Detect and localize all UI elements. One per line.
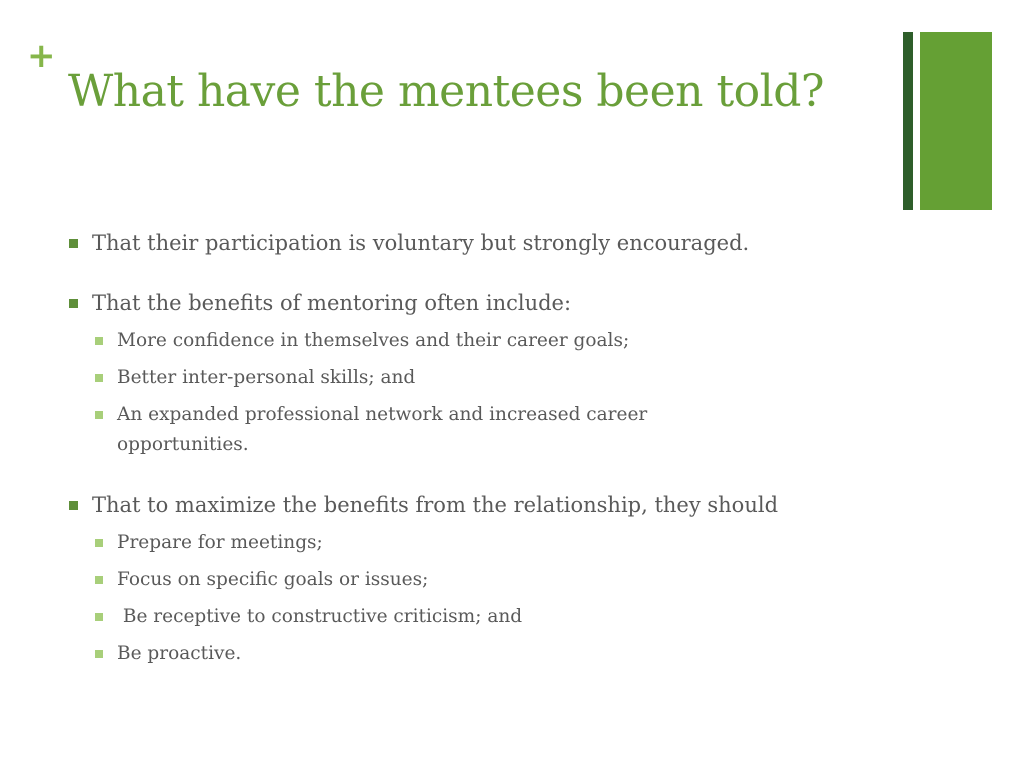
square-sub-bullet-icon [95, 337, 103, 345]
plus-icon: + [27, 36, 56, 76]
sub-bullet-text: More confidence in themselves and their career goals; [117, 330, 630, 351]
sub-bullet-text: Prepare for meetings; [117, 532, 323, 553]
sub-bullet-text: An expanded professional network and increased career opportunities. [117, 404, 648, 455]
square-sub-bullet-icon [95, 374, 103, 382]
square-sub-bullet-icon [95, 650, 103, 658]
accent-bar-dark [903, 32, 913, 210]
sub-bullet-text: Focus on specific goals or issues; [117, 569, 429, 590]
sub-bullet-list [92, 528, 928, 669]
bullet-item [68, 228, 928, 258]
square-bullet-icon [69, 501, 78, 510]
sub-bullet-text: Be receptive to constructive criticism; and [117, 606, 523, 627]
square-bullet-icon [69, 239, 78, 248]
sub-bullet-text: Better inter-personal skills; and [117, 367, 416, 388]
bullet-list [68, 228, 928, 699]
sub-bullet-item [92, 565, 928, 595]
slide-title: What have the mentees been told? [68, 66, 824, 117]
bullet-item [68, 288, 928, 460]
sub-bullet-text: Be proactive. [117, 643, 242, 664]
sub-bullet-item [92, 326, 928, 356]
sub-bullet-item [92, 400, 928, 460]
bullet-item [68, 490, 928, 669]
sub-bullet-item [92, 602, 928, 632]
bullet-text: That the benefits of mentoring often include: [92, 291, 572, 315]
accent-bar-light [920, 32, 992, 210]
sub-bullet-item [92, 639, 928, 669]
bullet-text: That their participation is voluntary but strongly encouraged. [92, 231, 750, 255]
sub-bullet-item [92, 363, 928, 393]
bullet-text: That to maximize the benefits from the relationship, they should [92, 493, 779, 517]
square-bullet-icon [69, 299, 78, 308]
sub-bullet-item [92, 528, 928, 558]
square-sub-bullet-icon [95, 411, 103, 419]
square-sub-bullet-icon [95, 539, 103, 547]
square-sub-bullet-icon [95, 576, 103, 584]
sub-bullet-list [92, 326, 928, 460]
square-sub-bullet-icon [95, 613, 103, 621]
